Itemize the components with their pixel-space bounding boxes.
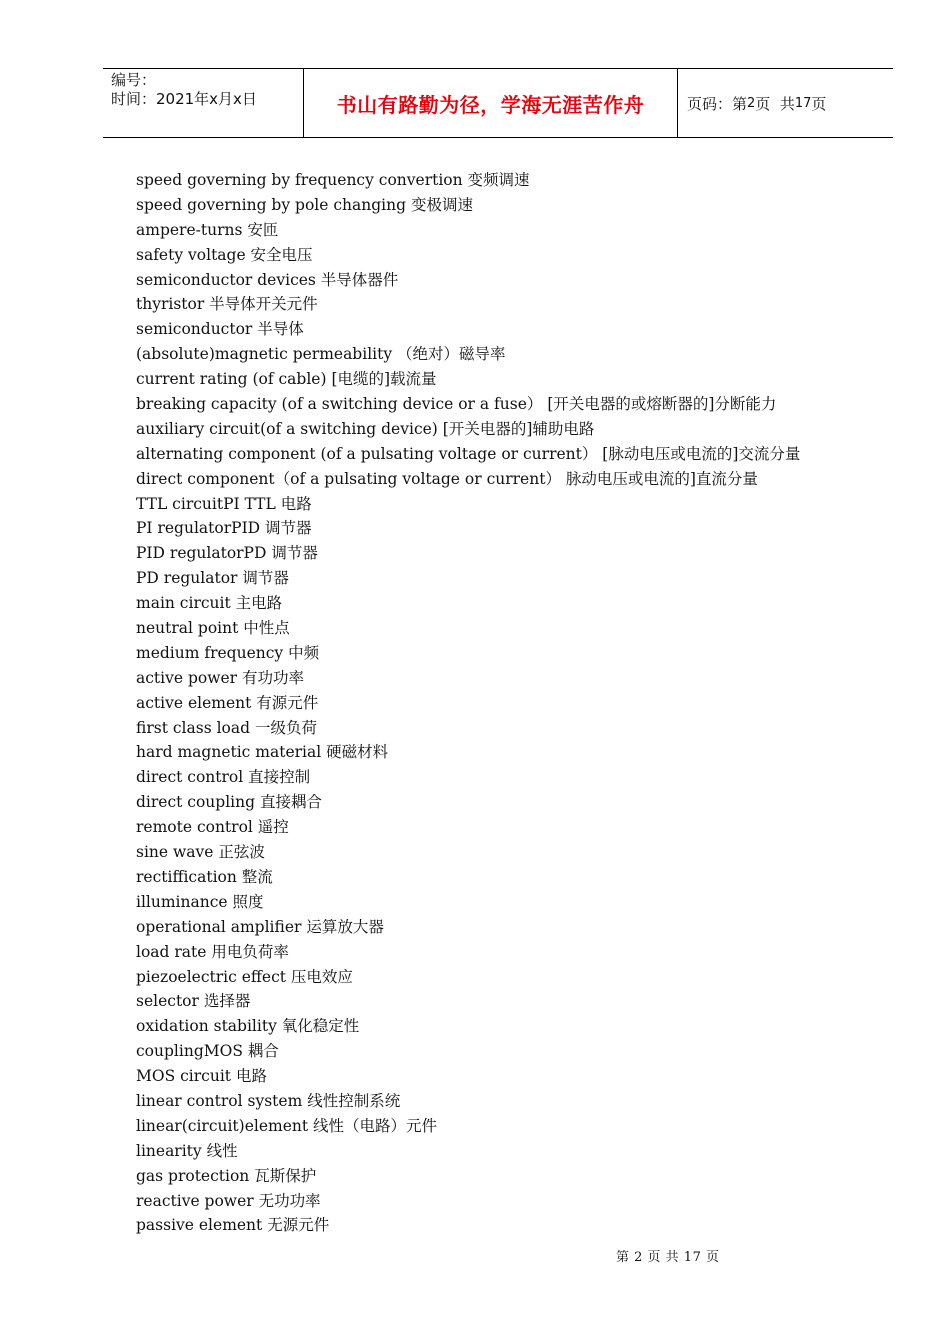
glossary-entry: sine wave 正弦波 xyxy=(136,843,265,862)
glossary-entry: TTL circuitPI TTL 电路 xyxy=(136,494,312,513)
glossary-entry: load rate 用电负荷率 xyxy=(136,942,289,961)
glossary-entry: remote control 遥控 xyxy=(136,818,289,837)
page-header xyxy=(103,68,893,138)
glossary-entry: auxiliary circuit(of a switching device) [开关电器的]辅助电路 xyxy=(136,419,595,438)
glossary-entry: direct component（of a pulsating voltage or current） 脉动电压或电流的]直流分量 xyxy=(136,469,758,488)
glossary-entry: semiconductor devices 半导体器件 xyxy=(136,270,399,289)
header-page-number xyxy=(678,69,893,137)
glossary-entry: direct coupling 直接耦合 xyxy=(136,793,322,812)
glossary-entry: reactive power 无功功率 xyxy=(136,1191,321,1210)
glossary-entry: speed governing by frequency convertion 变频调速 xyxy=(136,171,530,189)
glossary-entry: first class load 一级负荷 xyxy=(136,718,317,737)
page-label-suffix: 页 xyxy=(811,94,827,113)
glossary-entry: main circuit 主电路 xyxy=(136,594,283,613)
glossary-entry: active power 有功功率 xyxy=(136,668,304,687)
glossary-entry: ampere-turns 安匝 xyxy=(136,220,279,239)
glossary-entry: couplingMOS 耦合 xyxy=(136,1042,279,1061)
glossary-entry: hard magnetic material 硬磁材料 xyxy=(136,743,389,762)
glossary-entry: rectiffication 整流 xyxy=(136,867,273,886)
page-footer: 第 2 页 共 17 页 xyxy=(616,1250,720,1265)
glossary-entry: breaking capacity (of a switching device or a fuse） [开关电器的或熔断器的]分断能力 xyxy=(136,395,777,414)
glossary-entry: PI regulatorPID 调节器 xyxy=(136,519,312,538)
page-label-prefix: 页码：第 xyxy=(687,94,748,113)
glossary-entry: speed governing by pole changing 变极调速 xyxy=(136,195,473,214)
glossary-entry: linear control system 线性控制系统 xyxy=(136,1091,401,1110)
page-label-mid: 页 共 xyxy=(755,94,795,113)
glossary-entry: MOS circuit 电路 xyxy=(136,1067,267,1086)
glossary-entry: passive element 无源元件 xyxy=(136,1216,330,1235)
glossary-entry: alternating component (of a pulsating voltage or current） [脉动电压或电流的]交流分量 xyxy=(136,444,801,463)
page-total: 17 xyxy=(794,95,812,111)
glossary-entry: (absolute)magnetic permeability （绝对）磁导率 xyxy=(136,345,506,364)
glossary-entry: medium frequency 中频 xyxy=(136,643,320,662)
glossary-entry: PD regulator 调节器 xyxy=(136,569,289,588)
header-motto: 书山有路勤为径，学海无涯苦作舟 xyxy=(304,69,678,137)
glossary-entry: current rating (of cable) [电缆的]载流量 xyxy=(136,370,437,389)
glossary-entry: selector 选择器 xyxy=(136,992,251,1011)
glossary-list xyxy=(136,168,856,1238)
header-meta xyxy=(103,69,304,137)
glossary-entry: piezoelectric effect 压电效应 xyxy=(136,967,353,986)
glossary-entry: linearity 线性 xyxy=(136,1141,238,1160)
header-number-label: 编号： xyxy=(111,71,157,89)
glossary-entry: PID regulatorPD 调节器 xyxy=(136,544,318,563)
glossary-entry: illuminance 照度 xyxy=(136,892,264,911)
glossary-entry: thyristor 半导体开关元件 xyxy=(136,295,318,314)
glossary-entry: gas protection 瓦斯保护 xyxy=(136,1166,317,1185)
header-date: 时间：2021年x月x日 xyxy=(111,90,257,108)
glossary-entry: oxidation stability 氧化稳定性 xyxy=(136,1017,360,1036)
glossary-entry: neutral point 中性点 xyxy=(136,619,290,638)
glossary-entry: operational amplifier 运算放大器 xyxy=(136,917,384,936)
glossary-entry: active element 有源元件 xyxy=(136,693,319,712)
glossary-entry: semiconductor 半导体 xyxy=(136,320,304,339)
page-current: 2 xyxy=(747,95,756,111)
glossary-entry: safety voltage 安全电压 xyxy=(136,245,313,264)
glossary-entry: direct control 直接控制 xyxy=(136,768,311,787)
glossary-entry: linear(circuit)element 线性（电路）元件 xyxy=(136,1116,438,1135)
